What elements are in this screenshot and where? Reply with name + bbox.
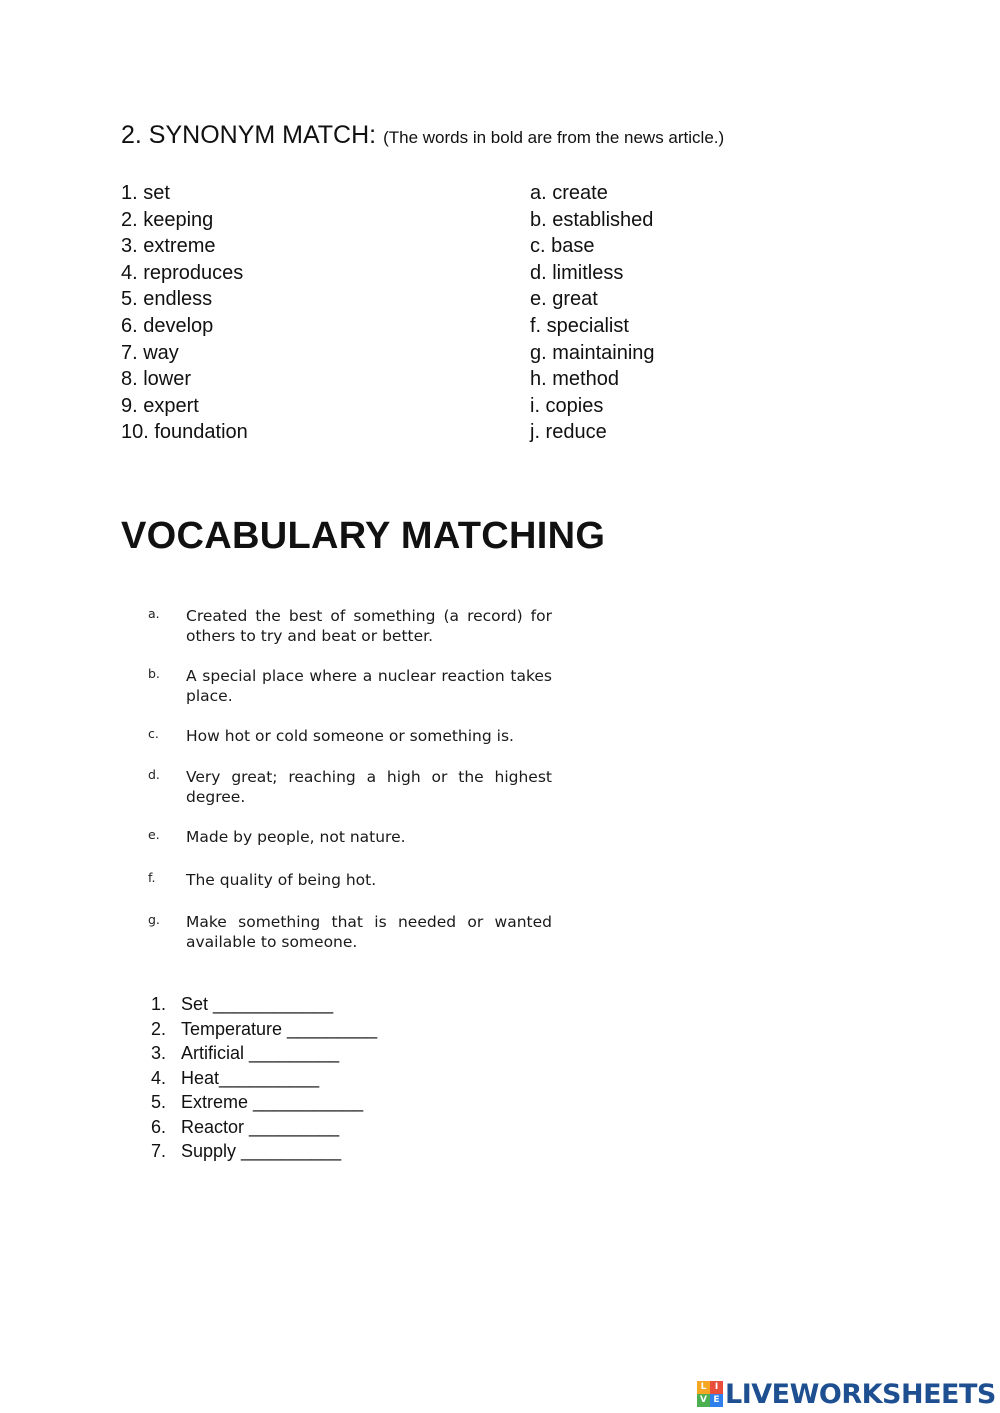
list-item: 6. develop bbox=[121, 314, 214, 337]
liveworksheets-logo-icon bbox=[697, 1381, 723, 1407]
list-item: h. method bbox=[530, 368, 619, 391]
list-item: d. limitless bbox=[530, 261, 624, 284]
definition-item bbox=[148, 726, 568, 746]
definition-text: The quality of being hot. bbox=[186, 871, 377, 889]
fill-item[interactable] bbox=[151, 1066, 377, 1091]
fill-in-list bbox=[151, 992, 377, 1164]
fill-item-text: Extreme ___________ bbox=[181, 1092, 364, 1112]
fill-item[interactable] bbox=[151, 1017, 377, 1042]
list-item: 2. keeping bbox=[121, 208, 214, 231]
list-item: 7. way bbox=[121, 341, 179, 364]
definition-letter: b. bbox=[148, 666, 160, 681]
logo-icon-tile: V bbox=[697, 1394, 710, 1407]
list-item: j. reduce bbox=[530, 421, 607, 444]
synonym-left-list bbox=[121, 180, 248, 446]
list-item: 9. expert bbox=[121, 394, 199, 417]
synonym-match-note: (The words in bold are from the news article.) bbox=[383, 128, 725, 147]
definition-letter: f. bbox=[148, 870, 156, 885]
list-item: g. maintaining bbox=[530, 341, 655, 364]
definition-letter: c. bbox=[148, 726, 159, 741]
list-item: f. specialist bbox=[530, 314, 629, 337]
synonym-right-list bbox=[530, 180, 655, 446]
fill-item-number: 1. bbox=[151, 994, 167, 1014]
liveworksheets-logo bbox=[697, 1375, 996, 1413]
fill-item-text: Heat__________ bbox=[181, 1067, 320, 1088]
fill-item-text: Reactor _________ bbox=[181, 1116, 340, 1137]
logo-icon-tile: L bbox=[697, 1381, 710, 1394]
list-item: 10. foundation bbox=[121, 421, 248, 444]
definition-text: How hot or cold someone or something is. bbox=[186, 727, 514, 745]
definition-text: Make something that is needed or wanted available to someone. bbox=[186, 913, 552, 951]
synonym-match-heading bbox=[121, 121, 724, 150]
fill-item[interactable] bbox=[151, 1139, 377, 1164]
definition-text: Created the best of something (a record) for others to try and beat or better. bbox=[186, 607, 552, 645]
fill-item-number: 6. bbox=[151, 1116, 167, 1137]
fill-item-text: Set ____________ bbox=[181, 994, 334, 1014]
definition-item bbox=[148, 912, 568, 952]
logo-icon-tile: E bbox=[710, 1394, 723, 1407]
fill-item-text: Artificial _________ bbox=[181, 1043, 340, 1063]
fill-item-number: 4. bbox=[151, 1067, 167, 1088]
fill-item-number: 7. bbox=[151, 1141, 167, 1161]
logo-icon-tile: I bbox=[710, 1381, 723, 1394]
list-item: c. base bbox=[530, 235, 595, 258]
fill-item[interactable] bbox=[151, 992, 377, 1017]
fill-item[interactable] bbox=[151, 1041, 377, 1066]
list-item: 4. reproduces bbox=[121, 261, 244, 284]
list-item: 1. set bbox=[121, 182, 170, 204]
list-item: a. create bbox=[530, 182, 608, 204]
fill-item-text: Supply __________ bbox=[181, 1141, 342, 1161]
definition-text: Very great; reaching a high or the highest degree. bbox=[186, 768, 552, 806]
vocabulary-matching-title: VOCABULARY MATCHING bbox=[121, 515, 606, 557]
fill-item-number: 3. bbox=[151, 1043, 167, 1063]
definition-item bbox=[148, 827, 568, 847]
definition-letter: g. bbox=[148, 912, 160, 927]
list-item: 3. extreme bbox=[121, 235, 216, 258]
definition-item bbox=[148, 767, 568, 807]
fill-item-number: 5. bbox=[151, 1092, 167, 1112]
list-item: e. great bbox=[530, 288, 598, 311]
definition-letter: e. bbox=[148, 827, 160, 842]
fill-item[interactable] bbox=[151, 1090, 377, 1115]
definition-text: Made by people, not nature. bbox=[186, 828, 406, 846]
definition-item bbox=[148, 666, 568, 706]
synonym-match-title: 2. SYNONYM MATCH: bbox=[121, 121, 377, 149]
definition-letter: d. bbox=[148, 767, 160, 782]
definition-item bbox=[148, 606, 568, 646]
fill-item[interactable] bbox=[151, 1115, 377, 1140]
list-item: i. copies bbox=[530, 394, 604, 417]
definition-text: A special place where a nuclear reaction takes place. bbox=[186, 667, 552, 705]
liveworksheets-logo-text: LIVEWORKSHEETS bbox=[725, 1378, 996, 1410]
definition-item bbox=[148, 870, 568, 890]
fill-item-number: 2. bbox=[151, 1018, 167, 1039]
list-item: 8. lower bbox=[121, 368, 192, 391]
definition-letter: a. bbox=[148, 606, 160, 621]
list-item: b. established bbox=[530, 208, 654, 231]
list-item: 5. endless bbox=[121, 288, 213, 311]
fill-item-text: Temperature _________ bbox=[181, 1018, 378, 1039]
